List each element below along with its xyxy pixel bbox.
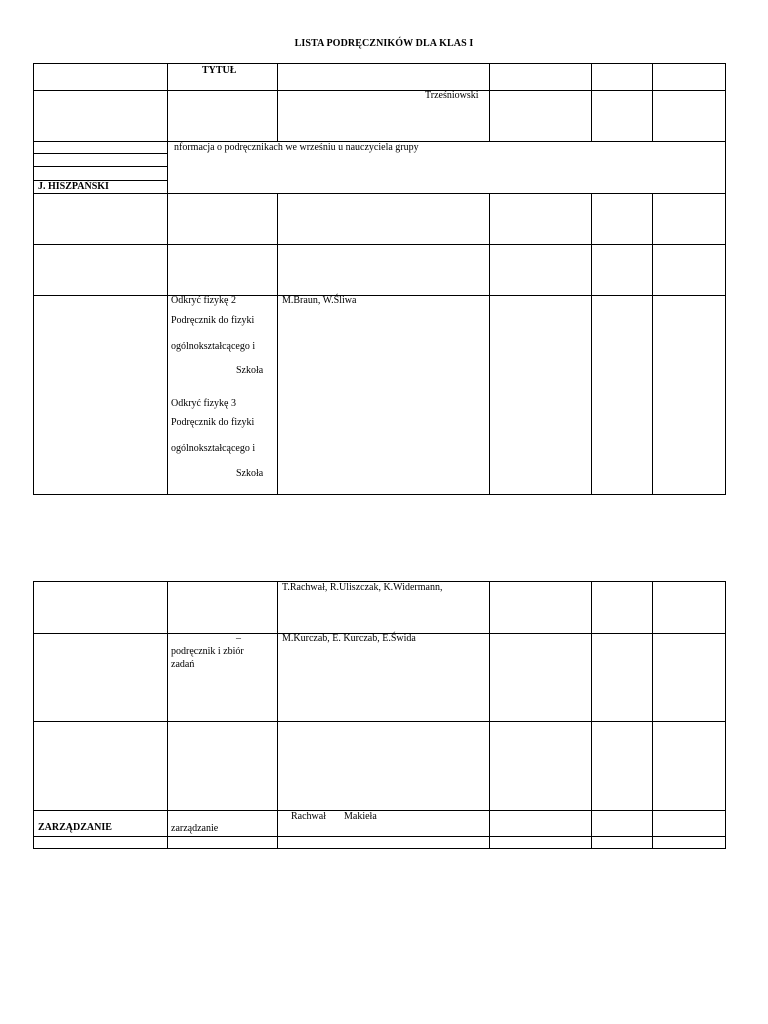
table-cell [652,633,726,722]
table-cell [167,836,278,849]
physics-book2-title: Odkryć fizykę 3 [171,398,236,409]
table-cell [33,90,168,142]
physics-authors: M.Braun, W.Śliwa [282,295,357,306]
table-cell [652,295,726,495]
table-cell [33,721,168,811]
table-cell [652,721,726,811]
table-cell [652,90,726,142]
math-authors: M.Kurczab, E. Kurczab, E.Świda [282,633,416,644]
table-cell [591,295,653,495]
table-cell [591,810,653,837]
physics-book1-line2: Podręcznik do fizyki [171,315,255,326]
math-title-line2: zadań [171,659,195,670]
table-cell [489,633,592,722]
zarz-author2: Makieła [344,811,377,822]
zarz-title: zarządzanie [171,823,219,834]
table-cell [489,90,592,142]
subject-zarzadzanie: ZARZĄDZANIE [38,822,112,833]
physics-book2-line3: ogólnokształcącego i [171,443,256,454]
math-title-line1: podręcznik i zbiór [171,646,244,657]
author-text: Trześniowski [425,90,479,101]
subject-spanish: J. HISZPAŃSKI [38,181,109,192]
physics-book1-title: Odkryć fizykę 2 [171,295,236,306]
physics-book2-line4: Szkoła [236,468,264,479]
table-cell [277,721,490,811]
table-cell [591,633,653,722]
info-text: nformacja o podręcznikach we wrześniu u nauczyciela grupy [174,142,419,153]
table-cell [652,836,726,849]
table-cell [652,244,726,296]
table-cell [33,63,168,91]
physics-book1-line3: ogólnokształcącego i [171,341,256,352]
math-dash: – [236,633,241,644]
table-cell [489,810,592,837]
table-cell [652,63,726,91]
table-cell [33,581,168,634]
table-cell [33,633,168,722]
table-cell [489,721,592,811]
table-cell [33,244,168,296]
table-cell [489,581,592,634]
table-cell [489,63,592,91]
table-cell [591,63,653,91]
table-cell [591,581,653,634]
table-cell [591,836,653,849]
physics-book1-line4: Szkoła [236,365,264,376]
table-cell [33,166,168,181]
table-cell [591,90,653,142]
table-cell [277,633,490,722]
table-cell [167,581,278,634]
physics-book2-line2: Podręcznik do fizyki [171,417,255,428]
table-cell [167,721,278,811]
table-cell [277,295,490,495]
table-cell [33,836,168,849]
table-cell [489,193,592,245]
table-cell [591,244,653,296]
table-cell [167,90,278,142]
page-title: LISTA PODRĘCZNIKÓW DLA KLAS I [294,38,474,49]
table-cell [33,153,168,167]
table-cell [489,295,592,495]
column-header-title: TYTUŁ [202,65,237,76]
table-cell [591,721,653,811]
zarz-author1: Rachwał [291,811,326,822]
table-cell [33,295,168,495]
table-cell [489,836,592,849]
table-cell [652,581,726,634]
table-cell [167,193,278,245]
table-cell [277,193,490,245]
table-cell [591,193,653,245]
table-cell [652,810,726,837]
table-cell [277,244,490,296]
table-cell [277,836,490,849]
geo-authors: T.Rachwał, R.Uliszczak, K.Widermann, [282,582,443,593]
table-cell [652,193,726,245]
table-cell [33,193,168,245]
table-cell [489,244,592,296]
table-cell [277,63,490,91]
table-cell [167,244,278,296]
